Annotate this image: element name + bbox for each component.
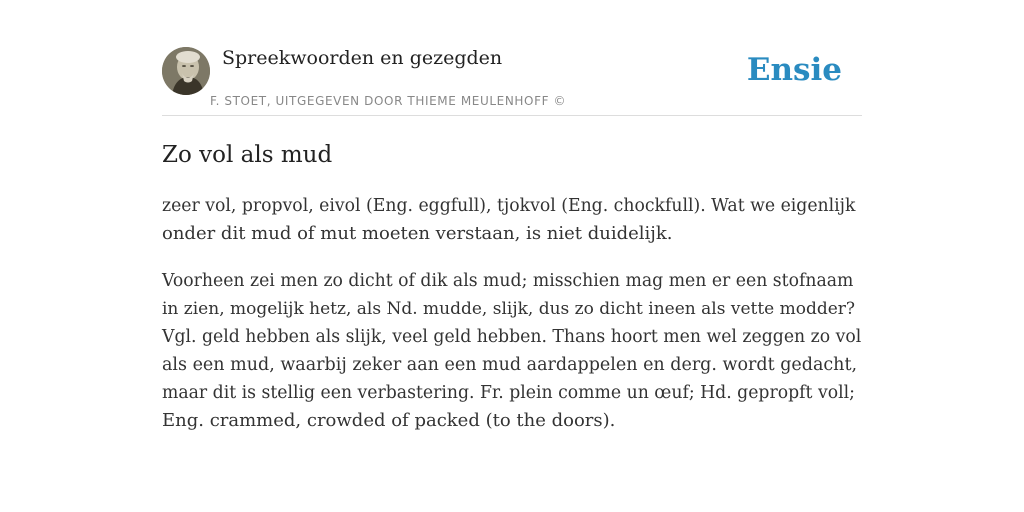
- text-line: onder dit mud of mut moeten verstaan, is niet duidelijk.: [162, 223, 673, 244]
- entry-paragraph-1: [162, 192, 862, 248]
- author-avatar: [162, 47, 210, 95]
- text-line: zeer vol, propvol, eivol (Eng. eggfull), tjokvol (Eng. chockfull). Wat we eigenlijk: [162, 196, 856, 216]
- brand-logo[interactable]: Ensie: [746, 52, 842, 88]
- entry-body: [162, 192, 862, 454]
- text-line: Eng. crammed, crowded of packed (to the doors).: [162, 410, 616, 431]
- text-line: als een mud, waarbij zeker aan een mud aardappelen en derg. wordt gedacht,: [162, 355, 858, 375]
- entry-paragraph-2: [162, 267, 862, 435]
- text-line: in zien, mogelijk hetz, als Nd. mudde, slijk, dus zo dicht ineen als vette modder?: [162, 299, 856, 319]
- entry-title: Zo vol als mud: [162, 142, 333, 168]
- text-line: Voorheen zei men zo dicht of dik als mud; misschien mag men er een stofnaam: [162, 271, 854, 291]
- author-portrait-icon: [162, 47, 210, 95]
- source-byline: F. STOET, UITGEGEVEN DOOR THIEME MEULENHOFF ©: [210, 94, 567, 108]
- text-line: Vgl. geld hebben als slijk, veel geld hebben. Thans hoort men wel zeggen zo vol: [162, 327, 862, 347]
- book-title[interactable]: Spreekwoorden en gezegden: [222, 47, 503, 69]
- header: [162, 45, 862, 116]
- text-line: maar dit is stellig een verbastering. Fr. plein comme un œuf; Hd. gepropft voll;: [162, 383, 855, 403]
